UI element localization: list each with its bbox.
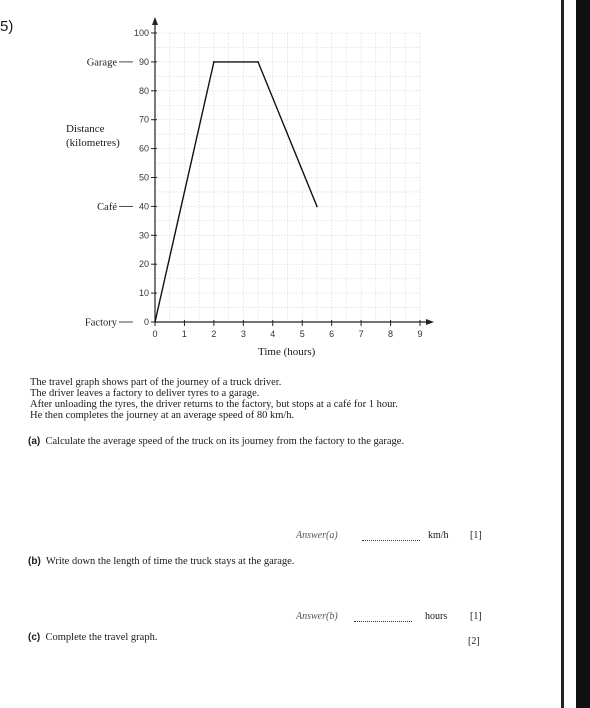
x-tick-label: 3 — [240, 329, 246, 339]
answer-b-label: Answer(b) — [296, 611, 338, 622]
y-tick-label: 30 — [138, 230, 149, 241]
y-tick-label: 90 — [138, 56, 149, 67]
y-tick-label: 50 — [138, 172, 149, 183]
question-c-marks: [2] — [468, 636, 480, 647]
y-tick-label: 70 — [138, 114, 149, 125]
answer-b-unit: hours — [425, 611, 448, 622]
x-axis-title: Time (hours) — [258, 346, 316, 358]
answer-a-unit: km/h — [428, 530, 449, 541]
y-tick-label: 20 — [138, 259, 149, 270]
x-tick-label: 9 — [417, 329, 423, 339]
question-b-text: Write down the length of time the truck stays at the garage. — [45, 556, 295, 567]
x-tick-label: 0 — [152, 329, 158, 339]
y-axis-title-line2: (kilometres) — [66, 137, 120, 149]
x-tick-label: 6 — [329, 329, 335, 339]
intro-line-4: He then completes the journey at an average speed of 80 km/h. — [30, 410, 295, 421]
question-a-text: Calculate the average speed of the truck on its journey from the factory to the garage. — [45, 436, 405, 447]
intro-line-2: The driver leaves a factory to deliver tyres to a garage. — [30, 388, 260, 399]
x-tick-label: 7 — [358, 329, 364, 339]
journey-point — [316, 206, 318, 208]
x-axis-arrow — [426, 319, 434, 325]
question-number: 5) — [0, 18, 14, 35]
question-b — [28, 556, 294, 567]
y-tick-label: 0 — [143, 317, 149, 327]
answer-a-label: Answer(a) — [296, 530, 338, 541]
x-tick-label: 1 — [181, 329, 187, 339]
answer-b-marks: [1] — [470, 611, 482, 622]
y-tick-label: 10 — [138, 288, 149, 299]
y-tick-label: 60 — [138, 143, 149, 154]
question-c-text: Complete the travel graph. — [45, 632, 158, 643]
question-c-label: (c) — [28, 632, 41, 643]
y-axis-arrow — [152, 17, 158, 25]
place-label: Garage — [86, 57, 117, 69]
place-label: Factory — [84, 317, 117, 329]
question-b-label: (b) — [28, 556, 41, 567]
journey-point — [213, 61, 215, 63]
x-tick-label: 5 — [299, 329, 305, 339]
x-tick-label: 8 — [388, 329, 394, 339]
answer-a-marks: [1] — [470, 530, 482, 541]
intro-line-1: The travel graph shows part of the journey of a truck driver. — [30, 377, 282, 388]
y-axis-title-line1: Distance — [66, 123, 105, 135]
question-a-label: (a) — [28, 436, 41, 447]
y-tick-label: 40 — [138, 201, 149, 212]
y-tick-label: 80 — [138, 85, 149, 96]
answer-b-blank[interactable] — [354, 621, 412, 622]
y-tick-label: 100 — [133, 28, 149, 38]
intro-line-3: After unloading the tyres, the driver returns to the factory, but stops at a café for 1 hour. — [30, 399, 398, 410]
x-tick-label: 4 — [270, 329, 276, 339]
journey-point — [154, 321, 156, 323]
journey-point — [257, 61, 259, 63]
question-c — [28, 632, 157, 643]
place-label: Café — [97, 201, 117, 213]
x-tick-label: 2 — [211, 329, 217, 339]
answer-a-blank[interactable] — [362, 540, 420, 541]
question-a — [28, 436, 404, 447]
